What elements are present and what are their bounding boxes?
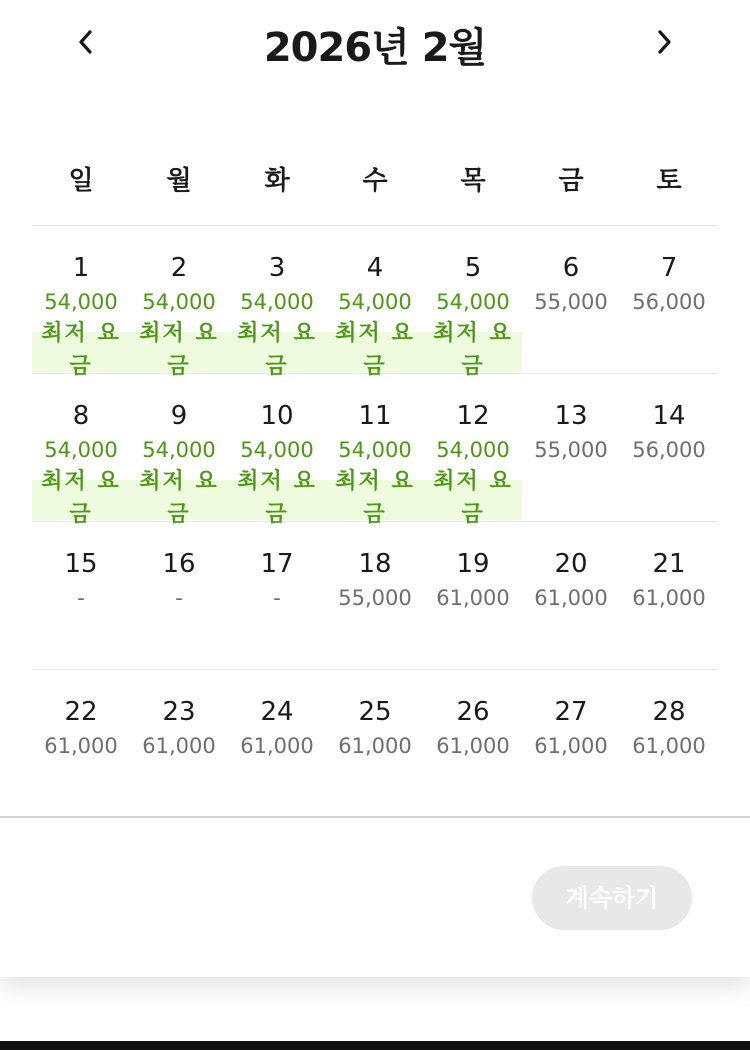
calendar-day[interactable] — [522, 225, 620, 373]
lowest-fare-label: 최저 요금 — [41, 469, 121, 527]
day-number: 4 — [366, 253, 384, 283]
lowest-fare-label: 최저 요금 — [41, 321, 121, 379]
calendar-day[interactable] — [326, 669, 424, 817]
day-number: 20 — [554, 549, 588, 579]
calendar-day[interactable] — [130, 521, 228, 669]
day-number: 19 — [456, 549, 490, 579]
day-price: 61,000 — [534, 734, 608, 758]
day-number: 11 — [358, 401, 392, 431]
week-row — [32, 521, 718, 669]
day-number: 23 — [162, 697, 196, 727]
day-number: 17 — [260, 549, 294, 579]
day-number: 12 — [456, 401, 490, 431]
day-price: 56,000 — [632, 438, 706, 462]
day-number: 21 — [652, 549, 686, 579]
calendar-day[interactable] — [424, 521, 522, 669]
day-price: 54,000 — [240, 438, 314, 462]
day-price: 61,000 — [44, 734, 118, 758]
day-price: - — [175, 586, 183, 610]
day-price: 54,000 — [338, 290, 412, 314]
calendar-day[interactable] — [620, 669, 718, 817]
calendar-day[interactable] — [228, 225, 326, 379]
day-number: 3 — [268, 253, 286, 283]
lowest-fare-label: 최저 요금 — [433, 469, 513, 527]
lowest-fare-label: 최저 요금 — [237, 469, 317, 527]
continue-button[interactable]: 계속하기 — [532, 866, 692, 930]
calendar-day[interactable] — [32, 521, 130, 669]
lowest-fare-label: 최저 요금 — [237, 321, 317, 379]
calendar-day[interactable] — [130, 373, 228, 527]
day-number: 27 — [554, 697, 588, 727]
bottom-bar — [0, 1041, 750, 1050]
day-number: 1 — [72, 253, 90, 283]
calendar-day[interactable] — [522, 669, 620, 817]
day-price: 55,000 — [338, 586, 412, 610]
calendar-day[interactable] — [326, 225, 424, 379]
day-number: 16 — [162, 549, 196, 579]
week-row — [32, 225, 718, 379]
day-number: 22 — [64, 697, 98, 727]
day-number: 28 — [652, 697, 686, 727]
day-price: 61,000 — [534, 586, 608, 610]
calendar-day[interactable] — [32, 669, 130, 817]
day-price: 54,000 — [240, 290, 314, 314]
day-number: 25 — [358, 697, 392, 727]
month-title: 2026년 2월 — [263, 25, 487, 71]
calendar-day[interactable] — [522, 373, 620, 521]
day-number: 2 — [170, 253, 188, 283]
day-number: 8 — [72, 401, 90, 431]
day-price: 54,000 — [44, 290, 118, 314]
lowest-fare-label: 최저 요금 — [139, 469, 219, 527]
lowest-fare-label: 최저 요금 — [433, 321, 513, 379]
calendar-day[interactable] — [130, 669, 228, 817]
day-price: 61,000 — [240, 734, 314, 758]
day-price: - — [273, 586, 281, 610]
calendar-day[interactable] — [228, 373, 326, 527]
footer-divider — [0, 816, 750, 818]
day-price: - — [77, 586, 85, 610]
day-number: 5 — [464, 253, 482, 283]
day-price: 61,000 — [632, 586, 706, 610]
next-month-button[interactable] — [644, 22, 684, 62]
day-price: 61,000 — [436, 586, 510, 610]
day-price: 55,000 — [534, 438, 608, 462]
lowest-fare-label: 최저 요금 — [335, 469, 415, 527]
day-price: 54,000 — [44, 438, 118, 462]
weekday-label: 일 — [68, 166, 94, 196]
calendar-day[interactable] — [620, 373, 718, 521]
day-number: 24 — [260, 697, 294, 727]
weekday-label: 수 — [362, 166, 388, 196]
day-number: 15 — [64, 549, 98, 579]
weekday-label: 화 — [264, 166, 290, 196]
day-number: 6 — [562, 253, 580, 283]
day-price: 54,000 — [142, 438, 216, 462]
day-price: 61,000 — [142, 734, 216, 758]
day-number: 18 — [358, 549, 392, 579]
day-number: 14 — [652, 401, 686, 431]
calendar-day[interactable] — [424, 373, 522, 527]
day-price: 54,000 — [142, 290, 216, 314]
day-number: 10 — [260, 401, 294, 431]
weekday-label: 토 — [656, 166, 682, 196]
day-price: 61,000 — [632, 734, 706, 758]
day-price: 54,000 — [338, 438, 412, 462]
calendar-day[interactable] — [228, 521, 326, 669]
calendar-day[interactable] — [424, 225, 522, 379]
week-row — [32, 373, 718, 527]
calendar-day[interactable] — [32, 373, 130, 527]
day-price: 55,000 — [534, 290, 608, 314]
weekday-label: 금 — [558, 166, 584, 196]
day-price: 54,000 — [436, 438, 510, 462]
day-number: 7 — [660, 253, 678, 283]
calendar-day[interactable] — [326, 521, 424, 669]
week-row — [32, 669, 718, 817]
weekday-header — [32, 155, 718, 207]
calendar-day[interactable] — [620, 225, 718, 373]
weekday-label: 목 — [460, 166, 486, 196]
day-number: 9 — [170, 401, 188, 431]
calendar-day[interactable] — [228, 669, 326, 817]
calendar-day[interactable] — [424, 669, 522, 817]
day-price: 56,000 — [632, 290, 706, 314]
calendar-day[interactable] — [522, 521, 620, 669]
day-number: 13 — [554, 401, 588, 431]
calendar-day[interactable] — [620, 521, 718, 669]
day-price: 61,000 — [338, 734, 412, 758]
day-price: 61,000 — [436, 734, 510, 758]
day-price: 54,000 — [436, 290, 510, 314]
weekday-label: 월 — [166, 166, 192, 196]
calendar-day[interactable] — [130, 225, 228, 379]
lowest-fare-label: 최저 요금 — [139, 321, 219, 379]
lowest-fare-label: 최저 요금 — [335, 321, 415, 379]
day-number: 26 — [456, 697, 490, 727]
calendar-day[interactable] — [32, 225, 130, 379]
chevron-right-icon — [655, 29, 673, 55]
calendar-day[interactable] — [326, 373, 424, 527]
